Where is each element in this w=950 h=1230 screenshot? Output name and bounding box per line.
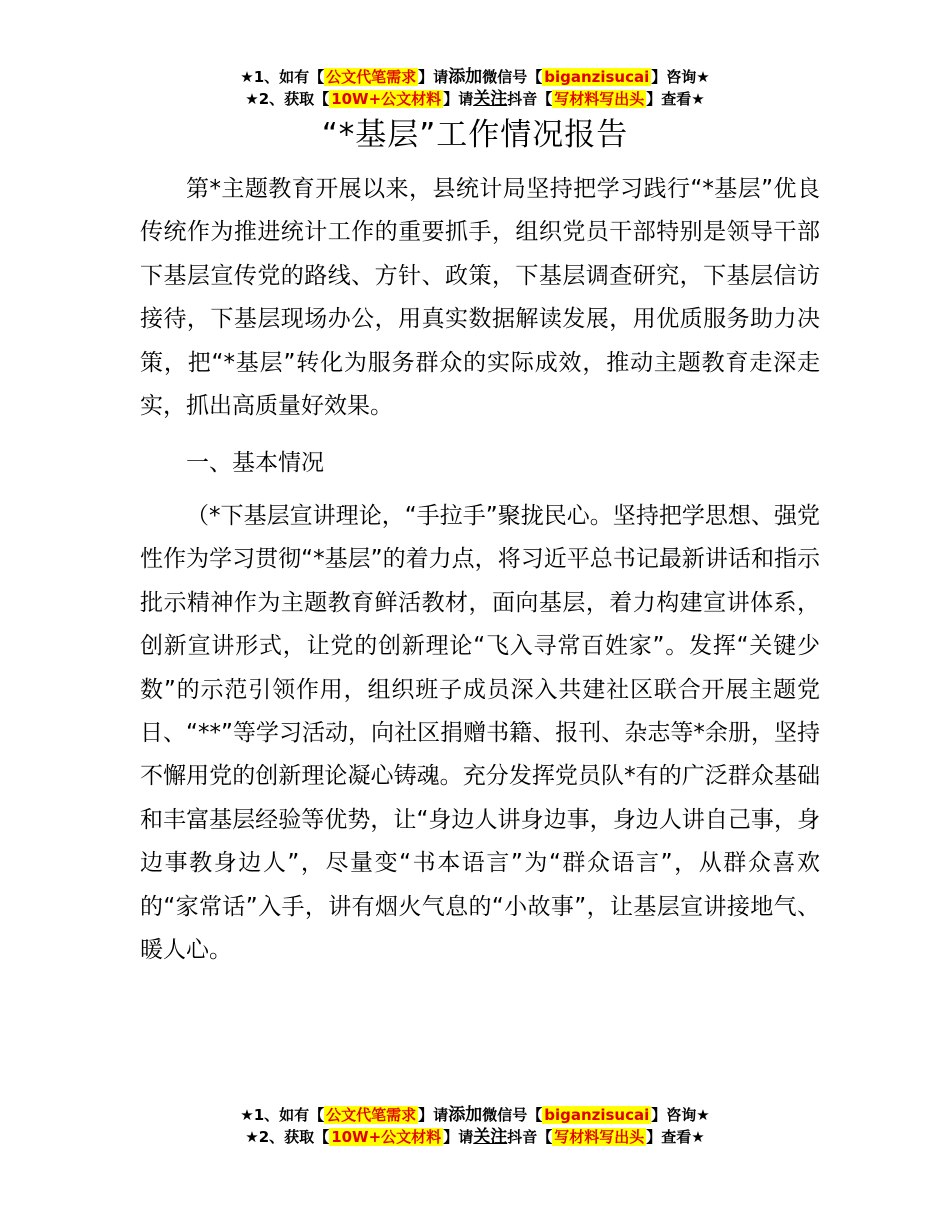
banner-text: 】查看★ <box>646 90 705 108</box>
banner-text: 抖音【 <box>507 90 553 108</box>
paragraph-text: 第*主题教育开展以来，县统计局坚持把学习践行“*基层”优良传统作为推进统计工作的重要抓手，组织党员干部特别是领导干部下基层宣传党的路线、方针、政策，下基层调查研究，下基层信访接待，下基层现场办公，用真实数据解读发展，用优质服务助力决策，把“*基层”转化为服务群众的实际成效，推动主题教育走深走实，抓出高质量好效果。 <box>140 176 820 420</box>
heading-text: 一、基本情况 <box>186 450 324 476</box>
highlight-douyin: 写材料写出头 <box>554 1128 645 1146</box>
banner-text: 】请 <box>418 68 449 86</box>
banner-text-emphasis: 关注 <box>473 1127 508 1147</box>
banner-text-emphasis: 添加 <box>448 1105 483 1125</box>
banner-text: 】请 <box>443 90 474 108</box>
banner-line-1 <box>0 66 950 88</box>
top-banner <box>0 66 950 110</box>
highlight-douyin: 写材料写出头 <box>554 90 645 108</box>
highlight-service: 公文代笔需求 <box>326 68 417 86</box>
banner-line-2 <box>0 1126 950 1148</box>
banner-text: 抖音【 <box>507 1128 553 1146</box>
highlight-wechat-id: biganzisucai <box>544 1106 650 1124</box>
banner-text: 】咨询★ <box>651 68 710 86</box>
banner-text: 微信号【 <box>482 68 543 86</box>
banner-text: ★1、如有【 <box>240 68 325 86</box>
highlight-service: 公文代笔需求 <box>326 1106 417 1124</box>
section-heading <box>140 442 820 485</box>
banner-text-emphasis: 添加 <box>448 67 483 87</box>
highlight-materials: 10W+公文材料 <box>331 1128 442 1146</box>
document-title: “*基层”工作情况报告 <box>321 117 629 153</box>
paragraph-intro <box>140 168 820 428</box>
banner-text: 微信号【 <box>482 1106 543 1124</box>
banner-line-2 <box>0 88 950 110</box>
banner-line-1 <box>0 1104 950 1126</box>
banner-text: ★1、如有【 <box>240 1106 325 1124</box>
banner-text-emphasis: 关注 <box>473 89 508 109</box>
paragraph-section-1 <box>140 495 820 972</box>
highlight-wechat-id: biganzisucai <box>544 68 650 86</box>
banner-text: 】查看★ <box>646 1128 705 1146</box>
banner-text: 】请 <box>443 1128 474 1146</box>
paragraph-text: （*下基层宣讲理论，“手拉手”聚拢民心。坚持把学思想、强党性作为学习贯彻“*基层”的着力点，将习近平总书记最新讲话和指示批示精神作为主题教育鲜活教材，面向基层，着力构建宣讲体系，创新宣讲形式，让党的创新理论“飞入寻常百姓家”。发挥“关键少数”的示范引领作用，组织班子成员深入共建社区联合开展主题党日、“**”等学习活动，向社区捐赠书籍、报刊、杂志等*余册，坚持不懈用党的创新理论凝心铸魂。充分发挥党员队*有的广泛群众基础和丰富基层经验等优势，让“身边人讲身边事，身边人讲自己事，身边事教身边人”，尽量变“书本语言”为“群众语言”，从群众喜欢的“家常话”入手，讲有烟火气息的“小故事”，让基层宣讲接地气、暖人心。 <box>140 503 820 964</box>
banner-text: 】请 <box>418 1106 449 1124</box>
banner-text: ★2、获取【 <box>245 90 330 108</box>
banner-text: ★2、获取【 <box>245 1128 330 1146</box>
highlight-materials: 10W+公文材料 <box>331 90 442 108</box>
bottom-banner <box>0 1104 950 1148</box>
banner-text: 】咨询★ <box>651 1106 710 1124</box>
